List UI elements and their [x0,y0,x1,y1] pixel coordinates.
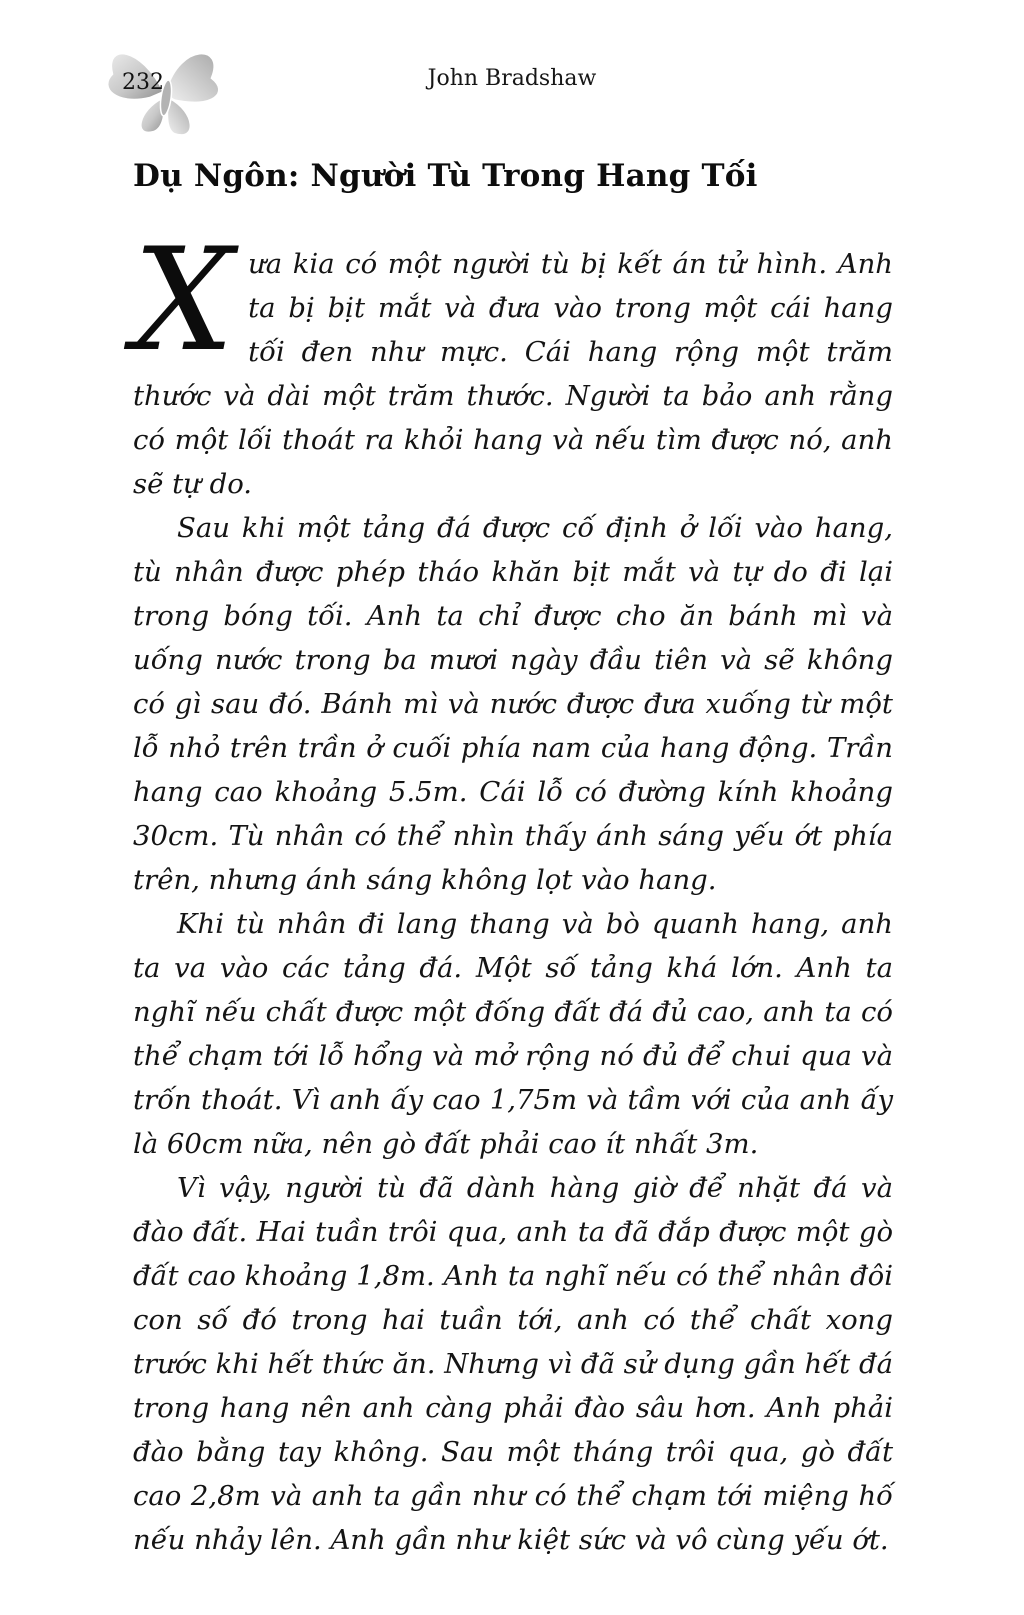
content-column [133,158,893,1562]
chapter-heading: Dụ Ngôn: Người Tù Trong Hang Tối [133,158,758,194]
running-header: John Bradshaw [427,66,597,91]
paragraph [133,902,893,1166]
paragraph [133,218,893,506]
paragraph-text: Khi tù nhân đi lang thang và bò quanh hang, anh ta va vào các tảng đá. Một số tảng khá lớn. Anh ta nghĩ nếu chất được một đống đất đá đủ cao, anh ta có thể chạm tới lỗ hổng và mở rộng nó đủ để chui qua và trốn thoát. Vì anh ấy cao 1,75m và tầm với của anh ấy là 60cm nữa, nên gò đất phải cao ít nhất 3m. [133,908,893,1160]
paragraph-text: ưa kia có một người tù bị kết án tử hình. Anh ta bị bịt mắt và đưa vào trong một cái hang tối đen như mực. Cái hang rộng một trăm thước và dài một trăm thước. Người ta bảo anh rằng có một lối thoát ra khỏi hang và nếu tìm được nó, anh sẽ tự do. [133,248,893,500]
paragraph [133,506,893,902]
paragraph-text: Sau khi một tảng đá được cố định ở lối vào hang, tù nhân được phép tháo khăn bịt mắt và tự do đi lại trong bóng tối. Anh ta chỉ được cho ăn bánh mì và uống nước trong ba mươi ngày đầu tiên và sẽ không có gì sau đó. Bánh mì và nước được đưa xuống từ một lỗ nhỏ trên trần ở cuối phía nam của hang động. Trần hang cao khoảng 5.5m. Cái lỗ có đường kính khoảng 30cm. Tù nhân có thể nhìn thấy ánh sáng yếu ớt phía trên, nhưng ánh sáng không lọt vào hang. [133,512,893,896]
page-number: 232 [122,70,164,95]
page-ornament [96,36,236,151]
body-text [133,218,893,1562]
dropcap-letter: X [133,218,235,383]
paragraph-text: Vì vậy, người tù đã dành hàng giờ để nhặt đá và đào đất. Hai tuần trôi qua, anh ta đã đắp được một gò đất cao khoảng 1,8m. Anh ta nghĩ nếu có thể nhân đôi con số đó trong hai tuần tới, anh có thể chất xong trước khi hết thức ăn. Nhưng vì đã sử dụng gần hết đá trong hang nên anh càng phải đào sâu hơn. Anh phải đào bằng tay không. Sau một tháng trôi qua, gò đất cao 2,8m và anh ta gần như có thể chạm tới miệng hố nếu nhảy lên. Anh gần như kiệt sức và vô cùng yếu ớt. [133,1172,893,1556]
paragraph [133,1166,893,1562]
